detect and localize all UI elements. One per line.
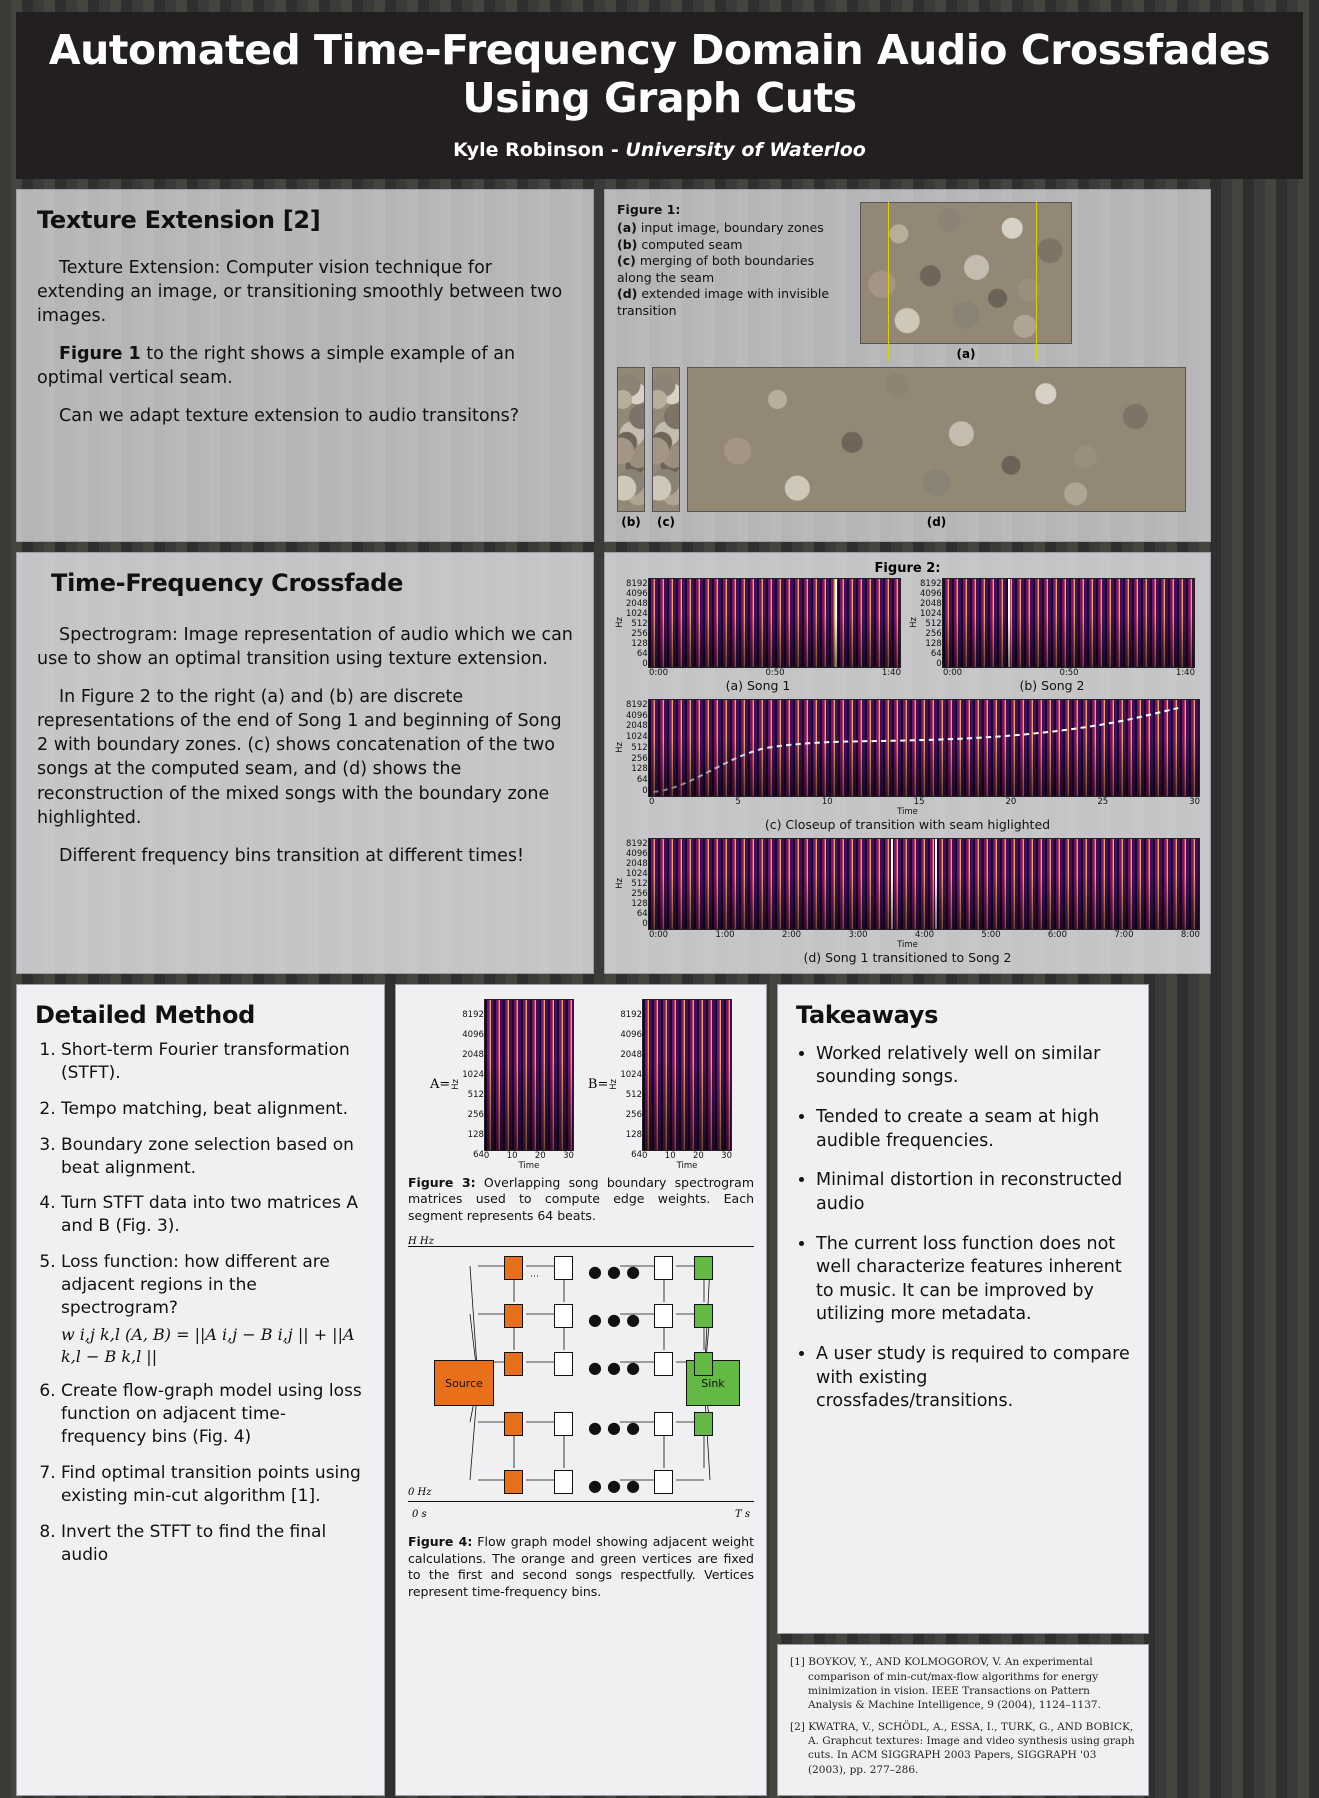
tick: 128: [467, 1129, 484, 1140]
takeaways-list: [796, 1043, 1130, 1414]
takeaways-title: Takeaways: [796, 1000, 939, 1029]
tick: 0: [642, 918, 648, 929]
figure4-top-rule: [408, 1246, 754, 1247]
tick: 1024: [920, 608, 942, 619]
figure2-subcaption-b: (b) Song 2: [1019, 677, 1085, 693]
tick: 30: [721, 1150, 732, 1161]
figure4-vertex: [654, 1256, 673, 1280]
figure2d-yaxis-label: Hz: [615, 878, 625, 890]
figure4-vertex: [554, 1352, 573, 1376]
figure4-vertex: [654, 1412, 673, 1436]
tick: 1024: [626, 608, 648, 619]
tick: 30: [1189, 796, 1200, 807]
tick: 0: [642, 1150, 648, 1161]
tick: 8192: [620, 1009, 642, 1020]
tick: 512: [625, 1089, 642, 1100]
figure4-vertex: [554, 1470, 573, 1494]
figure3a-spectrogram: [484, 999, 574, 1151]
tick: 1024: [626, 868, 648, 879]
figure1-tag-d: (d): [617, 286, 638, 302]
figure1-label-b: (b): [621, 514, 641, 529]
crossfade-panel: [16, 552, 594, 974]
figure2-panel: [604, 552, 1211, 974]
takeaway-item: • Tended to create a seam at high audible frequencies.: [816, 1106, 1130, 1153]
figure4-source-vertex: [504, 1470, 523, 1494]
tick: 0: [649, 796, 655, 807]
row-three: [16, 984, 1303, 1796]
figure4-source-vertex: [504, 1256, 523, 1280]
figure4-sink-vertex: [694, 1304, 713, 1328]
tick: 30: [563, 1150, 574, 1161]
figure4-sink-vertex: [694, 1412, 713, 1436]
texture-extension-paragraph-1: Texture Extension: Computer vision technique for extending an image, or transitioning smoothly between two images.: [37, 257, 563, 327]
method-step: 7. Find optimal transition points using existing min-cut algorithm [1].: [61, 1462, 366, 1508]
figure2-caption-title: Figure 2:: [874, 560, 941, 576]
tick: 0: [936, 658, 942, 669]
figure1-caption-line-a: [617, 220, 852, 237]
tick: 2048: [626, 721, 648, 732]
tick: 4:00: [914, 929, 935, 940]
figure1-boundary-right: [1036, 202, 1037, 361]
tick: 128: [925, 638, 942, 649]
reference-item: [2] KWATRA, V., SCHÖDL, A., ESSA, I., TURK, G., AND BOBICK, A. Graphcut textures: Image and video synthesis using graph cuts. In ACM SIGGRAPH 2003 Papers, SIGGRAPH '03 (2003), pp. 277–286.: [790, 1721, 1135, 1776]
figure1-tag-c: (c): [617, 253, 636, 269]
method-step: 1. Short-term Fourier transformation (STFT).: [61, 1039, 366, 1085]
tick: 256: [631, 628, 648, 639]
figure2-sub-d: [615, 838, 1200, 965]
tick: 128: [631, 638, 648, 649]
figure3b-xaxis-label: Time: [676, 1160, 698, 1171]
figure2b-yaxis-label: Hz: [909, 617, 919, 629]
takeaways-panel: [777, 984, 1149, 1635]
figure3-label-a: A=: [429, 1077, 451, 1093]
tick: 128: [625, 1129, 642, 1140]
tick: 10: [664, 1150, 676, 1161]
tick: 0: [483, 1150, 490, 1161]
takeaway-item: • A user study is required to compare with existing crossfades/transitions.: [816, 1343, 1130, 1414]
figure3-caption: [408, 1175, 754, 1225]
tick: 3:00: [848, 929, 868, 940]
tick: 4096: [920, 588, 942, 599]
figure2a-spectrogram: [648, 578, 901, 668]
detailed-method-panel: [16, 984, 385, 1796]
figure1-panel: [604, 189, 1211, 542]
figure2-subcaption-c: (c) Closeup of transition with seam higlighted: [764, 816, 1051, 832]
tick: 512: [925, 618, 942, 629]
figure4-source-box: Source: [434, 1360, 494, 1406]
figure4-bottom-freq-label: 0 Hz: [408, 1487, 432, 1499]
figure2a-yaxis-label: Hz: [615, 617, 625, 629]
tick: 256: [631, 888, 648, 899]
figure4-caption: [408, 1534, 754, 1600]
reference-item: [1] BOYKOV, Y., AND KOLMOGOROV, V. An experimental comparison of min-cut/max-flow algorithms for energy minimization in vision. IEEE Transactions on Pattern Analysis & Machine Intelligence, 9 (2004), 1124–1137.: [790, 1656, 1101, 1711]
method-step: 2. Tempo matching, beat alignment.: [61, 1098, 366, 1121]
figure2c-spectrogram: [648, 699, 1200, 797]
tick: 5:00: [981, 929, 1001, 940]
figure4-diagram: H Hz 0 Hz 0 s T s Source Sink ⋯ ● ● ● ● ● ● ● ● ● ● ● ● ● ● ●: [408, 1232, 754, 1532]
row-two: [16, 552, 1303, 974]
tick: 6:00: [1047, 929, 1067, 940]
tick: 20: [692, 1150, 704, 1161]
tick: 2048: [920, 598, 942, 609]
tick: 64: [636, 775, 648, 785]
figure4-source-vertex: [504, 1412, 523, 1436]
takeaway-item: • Worked relatively well on similar sounding songs.: [816, 1043, 1130, 1090]
figure3b-yaxis-label: Hz: [609, 1079, 620, 1091]
row-one: [16, 189, 1303, 542]
tick: 256: [925, 628, 942, 639]
figure1-text-a: input image, boundary zones: [640, 220, 824, 236]
figure4-left-time-label: 0 s: [412, 1509, 427, 1521]
tick: 8192: [626, 699, 648, 710]
page-title: Automated Time-Frequency Domain Audio Crossfades Using Graph Cuts: [48, 26, 1271, 123]
figure1-image-c: [652, 367, 680, 512]
tick: 1:00: [715, 929, 735, 940]
tick: 2048: [626, 858, 648, 869]
figure1-label-d: (d): [926, 514, 947, 529]
tick: 1024: [462, 1069, 484, 1080]
texture-extension-paragraph-2-rest: to the right shows a simple example of an optimal vertical seam.: [37, 344, 516, 389]
figure4-source-vertex: [504, 1304, 523, 1328]
figure2d-boundary-right: [935, 839, 937, 929]
method-step: 8. Invert the STFT to find the final audio: [61, 1521, 366, 1567]
tick: 2:00: [781, 929, 802, 940]
tick: 512: [467, 1089, 484, 1100]
tick: 10: [506, 1150, 518, 1161]
figure1-label-c: (c): [656, 514, 676, 529]
tick: 4096: [626, 588, 648, 599]
figure3-caption-title: Figure 3:: [408, 1174, 476, 1190]
figure1-label-a: (a): [956, 346, 976, 361]
tick: 256: [467, 1109, 484, 1120]
figure4-sink-vertex: [694, 1352, 713, 1376]
tick: 64: [631, 1149, 642, 1160]
references-panel: [777, 1644, 1149, 1795]
figure4-vertex: [554, 1304, 573, 1328]
tick: 128: [631, 764, 648, 775]
figure3-label-b: B=: [587, 1077, 609, 1093]
texture-extension-paragraph-2: [37, 342, 573, 390]
figure2-sub-a: [615, 578, 901, 693]
detailed-method-title: Detailed Method: [35, 1000, 256, 1029]
tick: 8:00: [1180, 929, 1200, 940]
references-list: [790, 1655, 1136, 1776]
figure3-caption-text: Overlapping song boundary spectrogram matrices used to compute edge weights. Each segment represents 64 beats.: [408, 1174, 754, 1223]
texture-extension-title: Texture Extension [2]: [37, 205, 321, 234]
takeaway-item: • The current loss function does not well characterize features inherent to music. It can be improved by utilizing more metadata.: [816, 1233, 1130, 1328]
tick: 8192: [920, 578, 942, 589]
figure1-caption-line-b: [617, 237, 852, 254]
tick: 0:00: [943, 667, 963, 678]
figure3a-xaxis-label: Time: [518, 1160, 540, 1171]
tick: 0:50: [1059, 667, 1079, 678]
tick: 15: [913, 796, 925, 807]
tick: 25: [1097, 796, 1109, 807]
tick: 0: [642, 785, 648, 796]
figure4-vertex: [654, 1470, 673, 1494]
takeaway-item: • Minimal distortion in reconstructed audio: [816, 1169, 1130, 1216]
figure2-sub-b: [909, 578, 1195, 693]
figure4-vertex: [554, 1412, 573, 1436]
author-line: [36, 139, 1283, 161]
figure2c-yaxis-label: Hz: [615, 742, 625, 754]
figure1-tag-b: (b): [617, 236, 638, 252]
figure2-subcaption-d: (d) Song 1 transitioned to Song 2: [803, 949, 1012, 965]
figure4-vertex: [654, 1304, 673, 1328]
figure2b-boundary: [1008, 579, 1010, 667]
tick: 64: [636, 648, 648, 659]
figure2-sub-c: [615, 699, 1200, 832]
tick: 8192: [626, 578, 648, 589]
figure4-right-time-label: T s: [735, 1509, 750, 1521]
author-institution: University of Waterloo: [625, 138, 866, 161]
method-step: 4. Turn STFT data into two matrices A and B (Fig. 3).: [61, 1192, 366, 1238]
tick: 0:00: [649, 667, 669, 678]
tick: 5: [735, 796, 741, 807]
tick: 2048: [462, 1049, 484, 1060]
tick: 512: [631, 742, 648, 753]
tick: 64: [636, 908, 648, 919]
figure2d-boundary-left: [891, 839, 893, 929]
tick: 20: [534, 1150, 546, 1161]
right-column: [777, 984, 1149, 1796]
tick: 1:40: [881, 667, 901, 678]
tick: 128: [631, 898, 648, 909]
author-name: Kyle Robinson -: [453, 138, 626, 161]
tick: 64: [473, 1149, 484, 1160]
figure1-text-b: computed seam: [641, 236, 743, 252]
tick: 1024: [626, 732, 648, 742]
figures-3-4-panel: [395, 984, 767, 1796]
figure4-source-node: [434, 1360, 494, 1406]
figure2a-boundary: [835, 579, 837, 667]
figure2c-seam: [649, 700, 1199, 796]
crossfade-paragraph-2: In Figure 2 to the right (a) and (b) are discrete representations of the end of Song 1 and beginning of Song 2 with boundary zones. (c) shows concatenation of the two songs at the computed seam, and (d) shows the reconstruction of the mixed songs with the boundary zone highlighted.: [37, 687, 562, 828]
texture-extension-paragraph-3: Can we adapt texture extension to audio transitons?: [59, 406, 520, 427]
tick: 4096: [462, 1029, 484, 1040]
tick: 1:40: [1175, 667, 1195, 678]
figure4-sink-box: Sink: [686, 1360, 740, 1406]
tick: 4096: [626, 848, 648, 859]
figure2-subcaption-a: (a) Song 1: [725, 677, 791, 693]
tick: 2048: [620, 1049, 642, 1060]
figure1-caption: [617, 202, 852, 361]
tick: 8192: [462, 1009, 484, 1020]
figure4-sink-vertex: [694, 1256, 713, 1280]
tick: 0:00: [649, 929, 669, 940]
figure1-caption-title: Figure 1:: [617, 201, 681, 217]
tick: 7:00: [1114, 929, 1134, 940]
method-step-loss: [61, 1251, 366, 1367]
method-step: 6. Create flow-graph model using loss function on adjacent time-frequency bins (Fig. 4): [61, 1380, 366, 1449]
figure1-text-c: merging of both boundaries along the seam: [617, 253, 815, 285]
tick: 0:50: [765, 667, 785, 678]
figure2c-xaxis-label: Time: [897, 806, 918, 817]
tick: 8192: [626, 838, 648, 849]
tick: 20: [1005, 796, 1017, 807]
figure1-caption-line-c: [617, 253, 852, 286]
figure4-vertex: [554, 1256, 573, 1280]
figure2d-xaxis-label: Time: [897, 939, 918, 950]
figure1-text-d: extended image with invisible transition: [617, 286, 830, 318]
figure3b-spectrogram: [642, 999, 732, 1151]
tick: 512: [631, 618, 648, 629]
tick: 10: [821, 796, 833, 807]
figure4-vertex: [654, 1352, 673, 1376]
tick: 1024: [620, 1069, 642, 1080]
texture-extension-panel: [16, 189, 594, 542]
tick: 0: [642, 658, 648, 669]
crossfade-paragraph-3: Different frequency bins transition at different times!: [59, 845, 524, 866]
figure1-image-a: [860, 202, 1072, 344]
figure1-tag-a: (a): [617, 220, 637, 236]
tick: 256: [625, 1109, 642, 1120]
tick: 256: [631, 753, 648, 764]
figure3a-yaxis-label: Hz: [451, 1079, 462, 1091]
figure1-image-b: [617, 367, 645, 512]
crossfade-paragraph-1: Spectrogram: Image representation of audio which we can use to show an optimal transition using texture extension.: [37, 624, 573, 669]
tick: 64: [930, 648, 942, 659]
texture-extension-body: [37, 256, 573, 429]
figure1-caption-line-d: [617, 286, 852, 319]
loss-formula: w i,j k,l (A, B) = ||A i,j − B i,j || + ||A k,l − B k,l ||: [61, 1325, 355, 1366]
figure4-caption-title: Figure 4:: [408, 1534, 473, 1550]
figure4-source-vertex: [504, 1352, 523, 1376]
figure2b-spectrogram: [942, 578, 1195, 668]
figure4-caption-text: Flow graph model showing adjacent weight calculations. The orange and green vertices are fixed to the first and second songs respectfully. Vertices represent time-frequency bins.: [408, 1534, 754, 1599]
method-step-loss-text: Loss function: how different are adjacent regions in the spectrogram?: [61, 1252, 330, 1319]
figure3-images: [408, 999, 754, 1171]
method-step-list: [35, 1039, 366, 1567]
tick: 4096: [620, 1029, 642, 1040]
method-step: 3. Boundary zone selection based on beat alignment.: [61, 1134, 366, 1180]
tick: 4096: [626, 710, 648, 721]
crossfade-title: Time-Frequency Crossfade: [51, 568, 404, 597]
tick: 512: [631, 878, 648, 889]
figure1-boundary-left: [888, 202, 889, 361]
poster-header: [16, 12, 1303, 179]
figure2d-spectrogram: [648, 838, 1200, 930]
figure4-top-freq-label: H Hz: [408, 1236, 434, 1248]
figure1-ref: Figure 1: [59, 344, 141, 365]
crossfade-body: [37, 623, 573, 868]
tick: 2048: [626, 598, 648, 609]
figure1-image-a-wrap: [860, 202, 1072, 361]
figure1-image-d: [687, 367, 1186, 512]
